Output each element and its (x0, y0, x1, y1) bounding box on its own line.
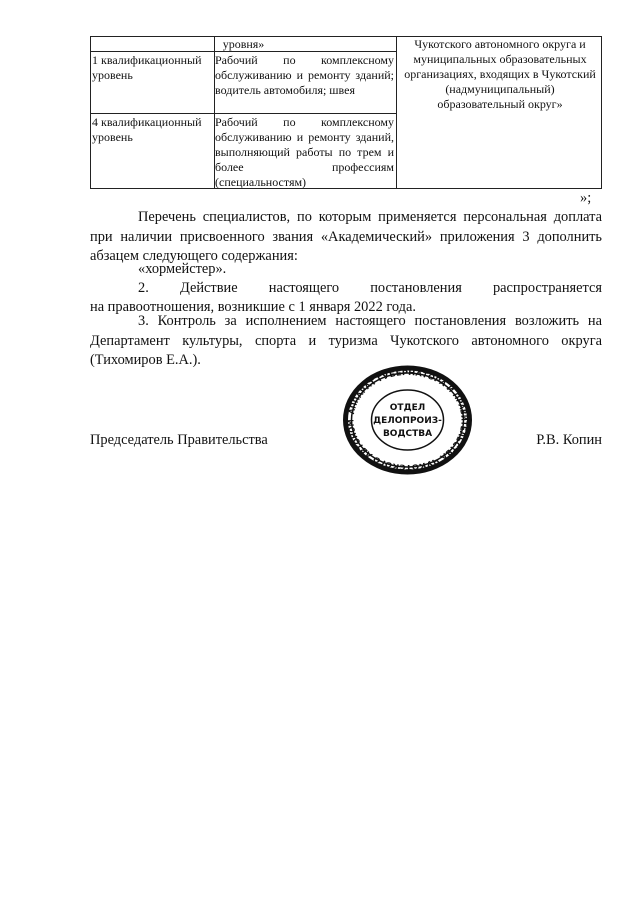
org-line: муниципальных образовательных (413, 52, 587, 66)
org-line: Чукотского автономного округа и (414, 37, 586, 51)
org-line: образовательный округ» (437, 97, 563, 111)
closing-quote-mark: »; (580, 190, 592, 206)
stamp-center-text: ДЕЛОПРОИЗ- (373, 416, 442, 426)
paragraph-control: 3. Контроль за исполнением настоящего постановления возложить на Департамент культуры, спорта и туризма Чукотского автономного округа (Тихомиров Е.А.). (90, 313, 602, 368)
paragraph-effective-date-cont: на правоотношения, возникшие с 1 января 2022 года. (90, 299, 416, 315)
paragraph-effective-date: 2. Действие настоящего постановления распространяется (138, 280, 602, 296)
table-cell-positions: Рабочий по комплексному обслуживанию и ремонту зданий; водитель автомобиля; швея (215, 53, 394, 97)
paragraph-list-item: «хормейстер». (138, 261, 227, 277)
org-line: организациях, входящих в Чукотский (404, 67, 596, 81)
stamp-center-text: ОТДЕЛ (389, 403, 426, 413)
table-continuation-text: уровня» (222, 37, 265, 51)
org-line: (надмуниципальный) (445, 82, 555, 96)
table-cell-positions: Рабочий по комплексному обслуживанию и ремонту зданий, выполняющий работы по трем и более профессиям (специальностям) (215, 115, 394, 189)
paragraph-list-amendment: Перечень специалистов, по которым применяется персональная доплата при наличии присвоенного звания «Академический» приложения 3 дополнить абзацем следующего содержания: (90, 209, 602, 264)
signatory-name: Р.В. Копин (536, 432, 602, 448)
official-stamp (340, 364, 475, 476)
stamp-center-text: ВОДСТВА (382, 429, 433, 439)
table-cell-organizations (397, 37, 603, 112)
table-cell-level: 4 квалификационный уровень (92, 115, 202, 144)
table-row-divider (91, 113, 396, 114)
appendix-table (90, 36, 602, 189)
stamp-outer-text: АППАРАТ ГУБЕРНАТОРА И ПРАВИТЕЛЬСТВА ЧУКОТСКОГО АВТОНОМ (345, 368, 470, 472)
table-cell-level: 1 квалификационный уровень (92, 53, 202, 82)
signatory-position: Председатель Правительства (90, 432, 268, 448)
